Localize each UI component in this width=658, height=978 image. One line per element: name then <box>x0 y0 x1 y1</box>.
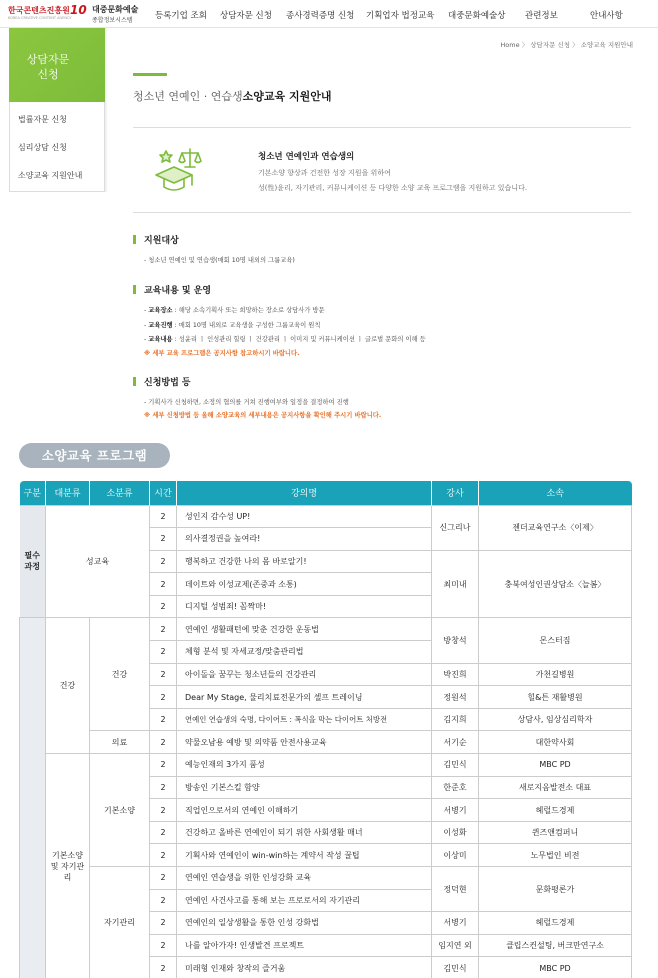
affiliation-cell: 노무법인 비전 <box>479 844 632 867</box>
instructor-cell: 정덕현 <box>432 867 479 912</box>
sidebar-item-legal[interactable]: 법률자문 신청 <box>18 115 67 124</box>
lecture-cell: 약물오남용 예방 및 의약품 안전사용교육 <box>177 731 432 754</box>
lecture-cell: 연예인의 일상생활을 통한 인성 강화법 <box>177 912 432 935</box>
instructor-cell: 임지연 외 <box>432 934 479 957</box>
minor-cell: 건강 <box>90 618 150 731</box>
intro-line-2: 성(性)윤리, 자기관리, 커뮤니케이션 등 다양한 소양 교육 프로그램을 지원하고 있습니다. <box>258 184 528 192</box>
instructor-cell: 김지희 <box>432 708 479 731</box>
minor-cell: 의료 <box>90 731 150 754</box>
lecture-cell: 연예인 사건사고를 통해 보는 프로로서의 자기관리 <box>177 889 432 912</box>
lecture-cell: Dear My Stage, 물리치료전문가의 셀프 트레이닝 <box>177 686 432 709</box>
minor-cell: 기본소양 <box>90 754 150 867</box>
hours-cell: 2 <box>150 731 177 754</box>
hours-cell: 2 <box>150 663 177 686</box>
org-name: 한국콘텐츠진흥원 <box>8 6 70 15</box>
instructor-cell: 서기순 <box>432 731 479 754</box>
affiliation-cell: MBC PD <box>479 957 632 978</box>
hours-cell: 2 <box>150 889 177 912</box>
nav-company-search[interactable]: 등록기업 조회 <box>155 11 207 21</box>
hours-cell: 2 <box>150 844 177 867</box>
affiliation-cell: 힐&튼 재활병원 <box>479 686 632 709</box>
sidebar-title: 상담자문 신청 <box>26 53 70 81</box>
section-line: - 기획사가 신청하면, 소정의 협의를 거쳐 진행여부와 일정을 결정하여 진행 <box>144 399 349 406</box>
section-title-target: 지원대상 <box>144 236 179 246</box>
hours-cell: 2 <box>150 595 177 618</box>
nav-pop-culture-award[interactable]: 대중문화예술상 <box>448 11 506 21</box>
section-note: ※ 세부 신청방법 등 올해 소양교육의 세부내용은 공지사항을 확인해 주시기 바랍니다. <box>144 412 382 419</box>
lecture-cell: 직업인으로서의 연예인 이해하기 <box>177 799 432 822</box>
section-line: - 교육내용 : 성윤리 ㅣ 인성관리 힐링 ㅣ 건강관리 ㅣ 이미지 및 커뮤니케이션 ㅣ 글로벌 문화의 이해 등 <box>144 336 426 343</box>
section-line: - 교육진행 : 매회 10명 내외로 교육생을 구성한 그룹교육이 원칙 <box>144 322 321 329</box>
nav-career-certificate[interactable]: 종사경력증명 신청 <box>286 11 355 21</box>
title-accent-bar <box>133 73 167 76</box>
instructor-cell: 서병기 <box>432 912 479 935</box>
hours-cell: 2 <box>150 867 177 890</box>
line-label: 교육진행 <box>148 322 173 329</box>
instructor-cell: 이성화 <box>432 821 479 844</box>
breadcrumb-consult[interactable]: 상담자문 신청 <box>530 41 571 49</box>
lecture-cell: 나를 알아가자! 인생발견 프로젝트 <box>177 934 432 957</box>
lecture-cell: 연예인 연습생을 위한 인성강화 교육 <box>177 867 432 890</box>
nav-notices[interactable]: 안내사항 <box>590 11 623 21</box>
column-header: 소속 <box>479 481 632 505</box>
hours-cell: 2 <box>150 934 177 957</box>
site-logo[interactable] <box>8 3 138 25</box>
hours-cell: 2 <box>150 573 177 596</box>
graduation-cap-scale-icon <box>152 145 210 197</box>
section-bullet <box>133 285 136 294</box>
section-title-apply: 신청방법 등 <box>144 378 191 388</box>
instructor-cell: 이상미 <box>432 844 479 867</box>
lecture-cell: 체형 분석 및 자세교정/맞춤관리법 <box>177 641 432 664</box>
group-cell <box>20 618 46 978</box>
group-cell: 필수과정 <box>20 505 46 618</box>
hours-cell: 2 <box>150 821 177 844</box>
hours-cell: 2 <box>150 550 177 573</box>
lecture-cell: 연예인 연습생의 숙명, 다이어트 : 폭식을 막는 다이어트 처방전 <box>177 708 432 731</box>
major-cell: 기본소양 및 자기관리 <box>46 754 90 978</box>
affiliation-cell: 새로지음발전소 대표 <box>479 776 632 799</box>
hours-cell: 2 <box>150 686 177 709</box>
title-divider <box>133 127 631 128</box>
instructor-cell: 최미내 <box>432 550 479 618</box>
section-note: ※ 세부 교육 프로그램은 공지사항 참고하시기 바랍니다. <box>144 350 300 357</box>
lecture-cell: 연예인 생활패턴에 맞춘 건강한 운동법 <box>177 618 432 641</box>
instructor-cell: 서병기 <box>432 799 479 822</box>
instructor-cell: 방창석 <box>432 618 479 663</box>
system-name-line2: 종합정보시스템 <box>92 17 133 24</box>
column-header: 강의명 <box>177 481 432 505</box>
org-sub: KOREA CREATIVE CONTENT AGENCY <box>8 16 72 20</box>
page-title-light: 청소년 연예인 · 연습생 <box>133 90 243 103</box>
intro-line-1: 기본소양 향상과 건전한 성장 지원을 위하여 <box>258 169 391 177</box>
nav-legal-education[interactable]: 기획업자 법정교육 <box>366 11 435 21</box>
affiliation-cell: 가천길병원 <box>479 663 632 686</box>
table-row <box>20 754 632 777</box>
sidebar-shadow <box>105 28 108 192</box>
line-label: 교육장소 <box>148 307 173 314</box>
lecture-cell: 성인지 감수성 UP! <box>177 505 432 528</box>
nav-consult-request[interactable]: 상담자문 신청 <box>220 11 272 21</box>
instructor-cell: 정원석 <box>432 686 479 709</box>
affiliation-cell: 대한약사회 <box>479 731 632 754</box>
line-label: 교육내용 <box>148 336 173 343</box>
anniversary-mark: 10 <box>70 3 87 17</box>
hours-cell: 2 <box>150 957 177 978</box>
intro-divider <box>133 212 631 213</box>
page-title <box>133 88 331 104</box>
affiliation-cell: 퀸즈앤컴퍼니 <box>479 821 632 844</box>
hours-cell: 2 <box>150 776 177 799</box>
sidebar-item-education[interactable]: 소양교육 지원안내 <box>18 171 83 180</box>
breadcrumb-home[interactable]: Home <box>500 41 520 49</box>
lecture-cell: 방송인 기본스킬 함양 <box>177 776 432 799</box>
hours-cell: 2 <box>150 641 177 664</box>
breadcrumb-separator: 〉 <box>572 41 581 49</box>
page-title-bold: 소양교육 지원안내 <box>242 90 332 103</box>
breadcrumb-current: 소양교육 지원안내 <box>580 41 633 49</box>
line-text: : 성윤리 ㅣ 인성관리 힐링 ㅣ 건강관리 ㅣ 이미지 및 커뮤니케이션 ㅣ 글로벌 문화의 이해 등 <box>172 336 426 343</box>
column-header: 구분 <box>20 481 46 505</box>
minor-cell: 자기관리 <box>90 867 150 978</box>
table-row <box>20 618 632 641</box>
column-header: 시간 <box>150 481 177 505</box>
major-cell: 건강 <box>46 618 90 754</box>
affiliation-cell: 충북여성인권상담소〈늘봄〉 <box>479 550 632 618</box>
lecture-cell: 의사결정권을 높여라! <box>177 528 432 551</box>
affiliation-cell: 헤럴드경제 <box>479 799 632 822</box>
line-text: : 해당 소속기획사 또는 희망하는 장소로 상담사가 방문 <box>172 307 325 314</box>
table-row <box>20 505 632 528</box>
instructor-cell: 한준호 <box>432 776 479 799</box>
section-bullet <box>133 235 136 244</box>
hours-cell: 2 <box>150 754 177 777</box>
affiliation-cell: 문화평론가 <box>479 867 632 912</box>
system-name-line1: 대중문화예술 <box>92 5 139 14</box>
hours-cell: 2 <box>150 528 177 551</box>
lecture-cell: 디지털 성범죄! 꼼짝마! <box>177 595 432 618</box>
hours-cell: 2 <box>150 505 177 528</box>
instructor-cell: 김민식 <box>432 957 479 978</box>
sidebar-menu <box>9 102 105 192</box>
column-header: 소분류 <box>90 481 150 505</box>
instructor-cell: 김민식 <box>432 754 479 777</box>
intro-title: 청소년 연예인과 연습생의 <box>258 152 355 162</box>
sidebar-title-box <box>9 28 105 102</box>
sidebar-item-counseling[interactable]: 심리상담 신청 <box>18 143 67 152</box>
instructor-cell: 신그리나 <box>432 505 479 550</box>
lecture-cell: 행복하고 건강한 나의 몸 바로알기! <box>177 550 432 573</box>
lecture-cell: 미래형 인재와 창작의 즐거움 <box>177 957 432 978</box>
top-navigation-bar <box>0 0 658 28</box>
section-bullet <box>133 377 136 386</box>
breadcrumb <box>500 40 633 49</box>
program-heading: 소양교육 프로그램 <box>19 443 170 468</box>
hours-cell: 2 <box>150 912 177 935</box>
table-row <box>20 731 632 754</box>
hours-cell: 2 <box>150 799 177 822</box>
lecture-cell: 아이돌을 꿈꾸는 청소년들의 건강관리 <box>177 663 432 686</box>
hours-cell: 2 <box>150 708 177 731</box>
program-table <box>19 481 632 978</box>
section-title-content: 교육내용 및 운영 <box>144 286 212 296</box>
affiliation-cell: 헤럴드경제 <box>479 912 632 935</box>
column-header: 대분류 <box>46 481 90 505</box>
table-header-row <box>20 481 632 505</box>
affiliation-cell: 상담사, 임상심리학자 <box>479 708 632 731</box>
instructor-cell: 박진희 <box>432 663 479 686</box>
major-cell: 성교육 <box>46 505 150 618</box>
section-line: - 청소년 연예인 및 연습생(매회 10명 내외의 그룹교육) <box>144 257 295 264</box>
breadcrumb-separator: 〉 <box>521 41 531 49</box>
affiliation-cell: MBC PD <box>479 754 632 777</box>
affiliation-cell: 몬스터짐 <box>479 618 632 663</box>
table-row <box>20 867 632 890</box>
affiliation-cell: 클립스컨설팅, 버크만연구소 <box>479 934 632 957</box>
column-header: 강사 <box>432 481 479 505</box>
line-text: : 매회 10명 내외로 교육생을 구성한 그룹교육이 원칙 <box>172 322 321 329</box>
lecture-cell: 예능인재의 3가지 품성 <box>177 754 432 777</box>
lecture-cell: 기획사와 연예인이 win-win하는 계약서 작성 꿀팁 <box>177 844 432 867</box>
hours-cell: 2 <box>150 618 177 641</box>
lecture-cell: 데이트와 이성교제(존중과 소통) <box>177 573 432 596</box>
section-line: - 교육장소 : 해당 소속기획사 또는 희망하는 장소로 상담사가 방문 <box>144 307 325 314</box>
nav-related-info[interactable]: 관련정보 <box>525 11 558 21</box>
lecture-cell: 건강하고 올바른 연예인이 되기 위한 사회생활 매너 <box>177 821 432 844</box>
affiliation-cell: 젠더교육연구소〈이제〉 <box>479 505 632 550</box>
